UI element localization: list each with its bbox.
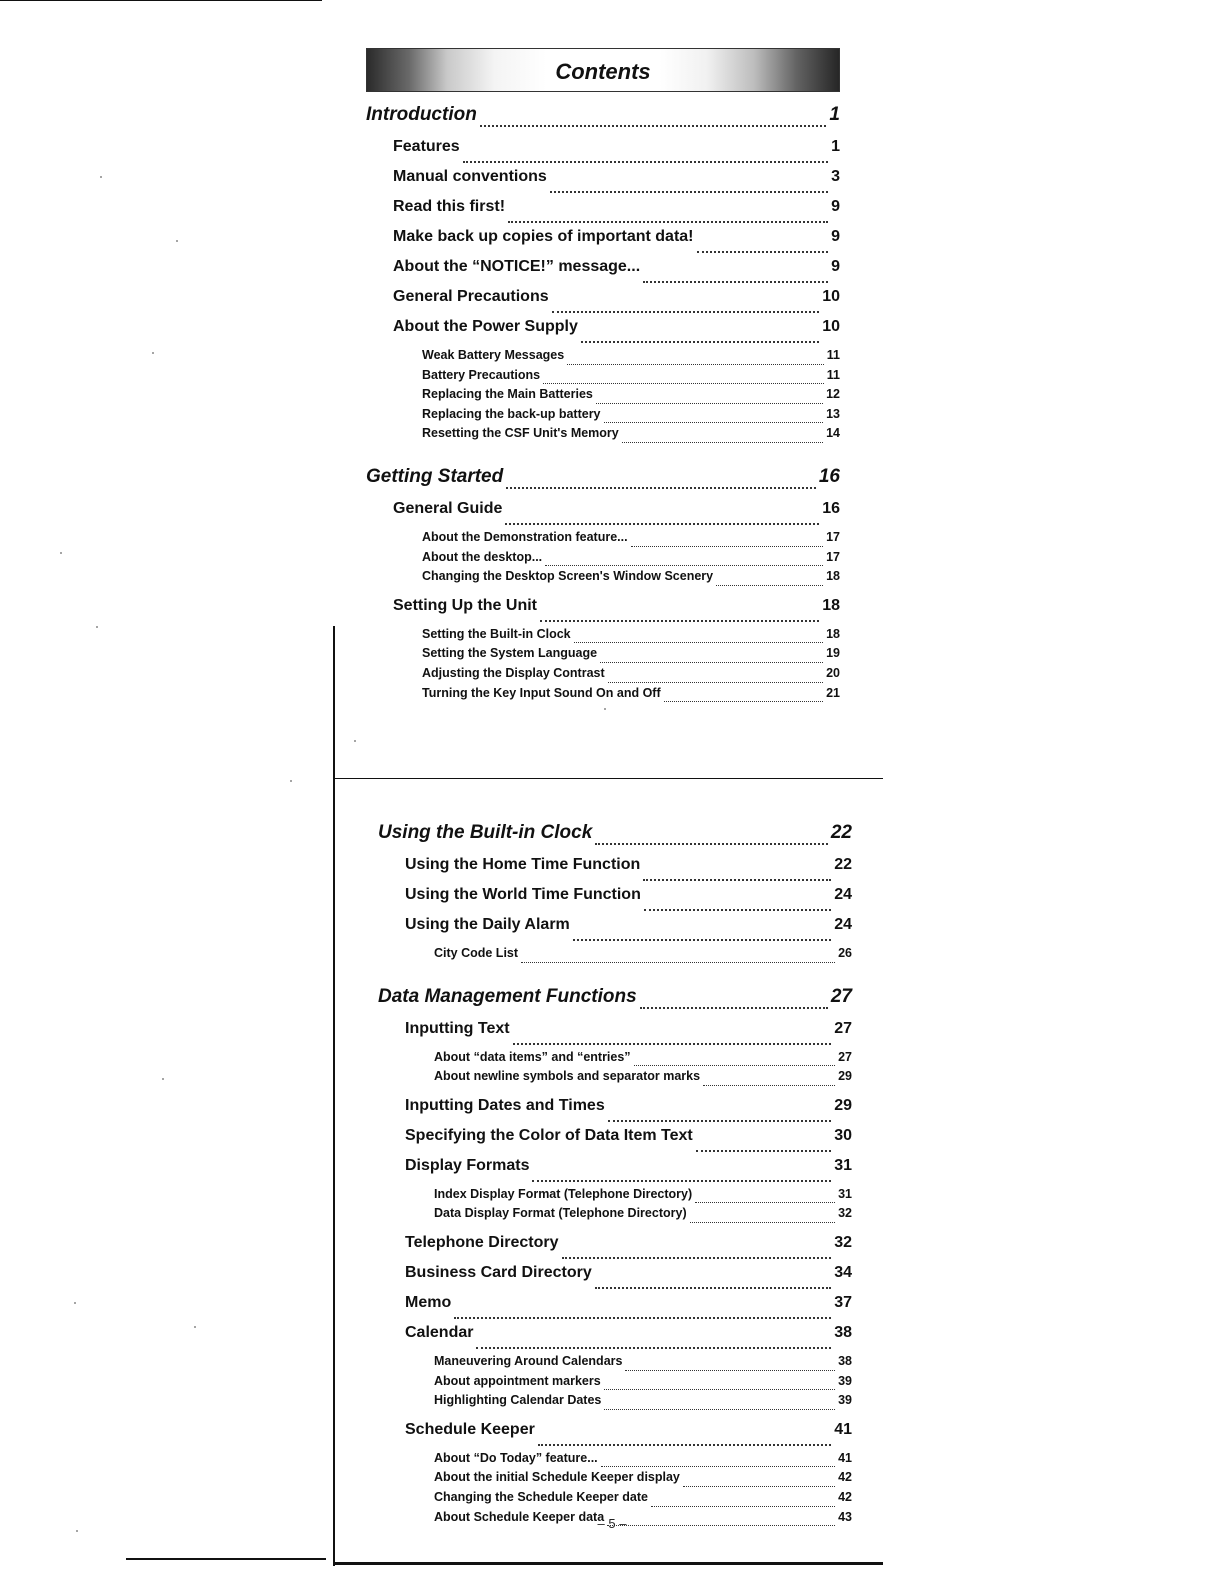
toc-entry-label: Memo [405,1293,452,1311]
toc-entry-page: 34 [834,1263,852,1281]
toc-entry-label: General Precautions [393,288,549,305]
toc-entry-page: 39 [838,1393,852,1408]
toc-entry-label: City Code List [434,946,519,960]
toc-entry-page: 31 [834,1156,852,1174]
toc-entry-label: About the Demonstration feature... [422,529,628,544]
toc-chapter[interactable] [378,822,852,850]
toc-chapter[interactable] [366,466,840,494]
toc-subtopic[interactable] [422,646,840,666]
toc-topic[interactable] [405,1020,852,1050]
toc-entry-page: 18 [822,596,840,614]
dot-leader [640,1007,828,1009]
toc-entry-label: Introduction [366,104,477,125]
scan-edge-line-bottom [333,1562,883,1565]
toc-entry-page: 26 [838,946,852,960]
scan-speck [162,1078,164,1080]
toc-entry-page: 41 [834,1420,852,1438]
toc-entry-page: 42 [838,1489,852,1504]
toc-subtopic[interactable] [422,627,840,647]
toc-topic[interactable] [393,198,840,228]
toc-entry-page: 3 [831,168,840,185]
dot-leader [476,1347,831,1349]
toc-section [366,466,840,705]
toc-subtopic[interactable] [422,387,840,407]
dot-leader [703,1085,835,1086]
toc-subtopic[interactable] [434,1354,852,1374]
toc-entry-page: 10 [822,318,840,335]
toc-topic[interactable] [405,856,852,886]
dot-leader [506,487,816,489]
toc-entry-page: 39 [838,1373,852,1388]
toc-subtopic[interactable] [434,1206,852,1226]
toc-entry-page: 1 [831,138,840,155]
toc-entry-label: Using the World Time Function [405,886,641,903]
dot-leader [683,1486,835,1487]
toc-entry-page: 42 [838,1470,852,1485]
toc-topic[interactable] [405,1294,852,1324]
toc-entry-page: 32 [838,1206,852,1221]
toc-topic[interactable] [405,886,852,916]
toc-entry-page: 16 [818,465,840,487]
dot-leader [532,1180,831,1182]
toc-entry-page: 27 [834,1019,852,1037]
scan-fold-line-horizontal [335,778,883,779]
toc-entry-page: 31 [838,1186,852,1201]
toc-subtopic[interactable] [434,1490,852,1510]
toc-entry-label: About appointment markers [434,1373,601,1388]
toc-entry-label: Display Formats [405,1156,530,1174]
toc-entry-page: 29 [838,1069,852,1084]
dot-leader [631,546,824,547]
dot-leader [604,422,824,423]
toc-topic[interactable] [405,1157,852,1187]
dot-leader [604,1409,835,1410]
toc-entry-label: Using the Built-in Clock [378,822,593,843]
dot-leader [651,1506,835,1507]
toc-topic[interactable] [405,1127,852,1157]
toc-topic[interactable] [405,1234,852,1264]
toc-entry-label: Setting the Built-in Clock [422,626,571,641]
toc-entry-label: Weak Battery Messages [422,348,565,362]
toc-entry-label: Inputting Text [405,1019,510,1037]
dot-leader [567,364,824,365]
toc-entry-label: About the “NOTICE!” message... [393,258,641,275]
toc-entry-page: 32 [834,1233,852,1251]
toc-entry-page: 1 [829,104,840,125]
toc-chapter[interactable] [378,986,852,1014]
dot-leader [696,1150,831,1152]
toc-topic[interactable] [393,318,840,348]
dot-leader [508,221,828,223]
toc-entry-page: 21 [826,685,840,700]
toc-entry-page: 27 [838,1049,852,1064]
toc-entry-page: 11 [826,367,840,382]
toc-subtopic[interactable] [434,1470,852,1490]
toc-entry-label: Setting Up the Unit [393,596,537,614]
toc-entry-page: 22 [834,856,852,873]
toc-entry-label: About the Power Supply [393,318,578,335]
toc-entry-label: Changing the Desktop Screen's Window Scenery [422,569,714,584]
dot-leader [463,161,828,163]
dot-leader [538,1444,831,1446]
toc-entry-label: Features [393,138,460,155]
page-number: – 5 – [597,1516,627,1531]
toc-entry-label: Schedule Keeper [405,1420,535,1438]
toc-section [378,986,852,1530]
table-of-contents-top [366,104,840,713]
dot-leader [540,620,819,622]
toc-entry-label: About “Do Today” feature... [434,1450,598,1465]
toc-entry-label: Index Display Format (Telephone Directory) [434,1186,693,1201]
toc-entry-page: 22 [830,822,852,843]
dot-leader [480,125,827,127]
scan-speck [290,780,292,782]
toc-entry-page: 18 [826,569,840,584]
toc-entry-page: 17 [826,529,840,544]
toc-subtopic[interactable] [422,530,840,550]
toc-subtopic[interactable] [434,1069,852,1089]
toc-entry-page: 10 [822,288,840,305]
toc-subtopic[interactable] [422,368,840,388]
dot-leader [716,585,823,586]
scan-speck [194,1326,196,1328]
dot-leader [513,1043,832,1045]
toc-entry-label: Maneuvering Around Calendars [434,1353,623,1368]
toc-topic[interactable] [405,1324,852,1354]
scan-speck [176,240,178,242]
toc-entry-page: 9 [831,258,840,275]
dot-leader [608,682,823,683]
toc-entry-label: About “data items” and “entries” [434,1049,631,1064]
toc-entry-page: 12 [826,387,840,402]
dot-leader [608,1120,831,1122]
toc-entry-page: 13 [826,406,840,421]
toc-entry-label: Telephone Directory [405,1233,559,1251]
toc-subtopic[interactable] [434,1393,852,1413]
dot-leader [664,701,823,702]
toc-topic[interactable] [405,1097,852,1127]
dot-leader [595,1287,831,1289]
scan-speck [96,626,98,628]
toc-entry-label: Adjusting the Display Contrast [422,665,605,680]
dot-leader [601,1466,835,1467]
contents-banner [366,48,840,92]
toc-chapter[interactable] [366,104,840,132]
dot-leader [521,962,835,963]
toc-topic[interactable] [393,168,840,198]
toc-entry-page: 14 [826,426,840,441]
toc-entry-page: 24 [834,886,852,903]
toc-entry-label: Replacing the back-up battery [422,406,601,421]
toc-topic[interactable] [393,288,840,318]
toc-topic[interactable] [393,258,840,288]
dot-leader [643,879,831,881]
scan-speck [100,176,102,178]
dot-leader [644,909,831,911]
toc-entry-page: 17 [826,549,840,564]
toc-entry-label: Using the Daily Alarm [405,916,570,933]
dot-leader [550,191,828,193]
toc-entry-label: Business Card Directory [405,1263,592,1281]
dot-leader [595,843,828,845]
toc-entry-page: 38 [838,1353,852,1368]
toc-subtopic[interactable] [422,666,840,686]
page-title: Contents [555,59,651,84]
toc-subtopic[interactable] [422,686,840,706]
toc-subtopic[interactable] [422,569,840,589]
toc-entry-page: 19 [826,646,840,661]
toc-subtopic[interactable] [422,348,840,368]
toc-entry-label: About newline symbols and separator marks [434,1069,701,1084]
toc-section [366,104,840,446]
toc-topic[interactable] [393,597,840,627]
dot-leader [596,403,823,404]
toc-entry-label: General Guide [393,499,503,517]
toc-entry-label: Calendar [405,1323,474,1341]
toc-entry-page: 9 [831,198,840,215]
table-of-contents-bottom [378,822,852,1537]
scan-edge-line-bottom-left [126,1558,326,1560]
toc-entry-page: 41 [838,1450,852,1465]
toc-subtopic[interactable] [434,1451,852,1471]
toc-subtopic[interactable] [434,1187,852,1207]
toc-entry-page: 11 [826,348,840,362]
toc-entry-label: Replacing the Main Batteries [422,387,593,402]
toc-entry-label: Setting the System Language [422,646,598,661]
toc-entry-page: 16 [822,499,840,517]
toc-entry-page: 20 [826,665,840,680]
toc-entry-label: Battery Precautions [422,367,541,382]
toc-topic[interactable] [393,138,840,168]
toc-entry-label: Data Management Functions [378,985,637,1007]
scan-speck [152,352,154,354]
dot-leader [505,523,819,525]
toc-entry-label: Resetting the CSF Unit's Memory [422,426,619,441]
dot-leader [634,1065,836,1066]
scan-fold-line-vertical [333,626,335,1566]
dot-leader [454,1317,831,1319]
dot-leader [643,281,828,283]
toc-subtopic[interactable] [422,407,840,427]
toc-entry-label: About the initial Schedule Keeper display [434,1470,680,1485]
toc-entry-label: About the desktop... [422,549,543,564]
dot-leader [695,1202,835,1203]
dot-leader [573,939,831,941]
toc-entry-label: Inputting Dates and Times [405,1096,605,1114]
dot-leader [543,383,824,384]
toc-entry-label: Turning the Key Input Sound On and Off [422,685,661,700]
toc-entry-page: 18 [826,626,840,641]
toc-subtopic[interactable] [434,946,852,966]
dot-leader [622,442,823,443]
scan-speck [74,1302,76,1304]
dot-leader [562,1257,832,1259]
dot-leader [600,662,823,663]
toc-entry-label: Make back up copies of important data! [393,228,694,245]
toc-entry-page: 38 [834,1323,852,1341]
toc-subtopic[interactable] [422,550,840,570]
toc-entry-label: Using the Home Time Function [405,856,641,873]
toc-topic[interactable] [405,1264,852,1294]
toc-entry-label: Data Display Format (Telephone Directory) [434,1206,687,1221]
dot-leader [581,341,819,343]
dot-leader [690,1222,835,1223]
toc-section [378,822,852,966]
dot-leader [625,1370,835,1371]
toc-topic[interactable] [393,228,840,258]
toc-entry-label: Highlighting Calendar Dates [434,1393,602,1408]
dot-leader [545,565,823,566]
toc-entry-page: 43 [838,1509,852,1524]
toc-subtopic[interactable] [434,1050,852,1070]
scan-speck [60,552,62,554]
toc-entry-page: 37 [834,1293,852,1311]
toc-topic[interactable] [405,916,852,946]
toc-entry-label: Getting Started [366,465,504,487]
toc-entry-label: About Schedule Keeper data [434,1509,605,1524]
toc-topic[interactable] [393,500,840,530]
toc-entry-page: 9 [831,228,840,245]
toc-subtopic[interactable] [434,1374,852,1394]
toc-entry-page: 27 [830,985,852,1007]
toc-entry-label: Read this first! [393,198,506,215]
toc-entry-label: Manual conventions [393,168,547,185]
dot-leader [552,311,820,313]
dot-leader [574,642,823,643]
scan-edge-line-top [0,0,322,1]
dot-leader [697,251,829,253]
scan-speck [354,740,356,742]
toc-subtopic[interactable] [422,426,840,446]
toc-entry-page: 29 [834,1096,852,1114]
dot-leader [604,1389,835,1390]
toc-entry-label: Specifying the Color of Data Item Text [405,1126,693,1144]
toc-entry-page: 30 [834,1126,852,1144]
toc-entry-label: Changing the Schedule Keeper date [434,1489,648,1504]
toc-topic[interactable] [405,1421,852,1451]
toc-entry-page: 24 [834,916,852,933]
